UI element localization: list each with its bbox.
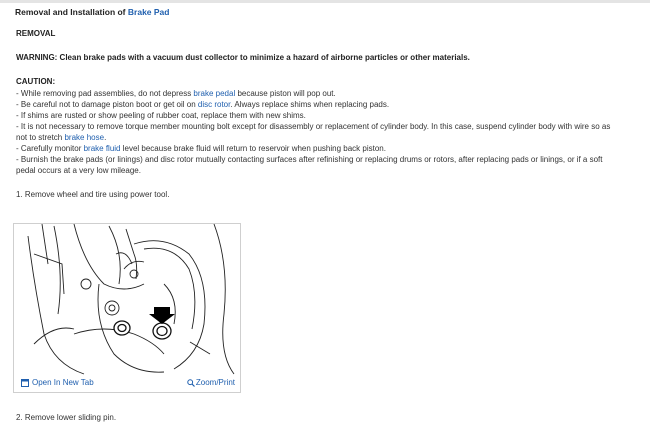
step-1-text: 1. Remove wheel and tire using power tool.: [16, 190, 170, 199]
top-bar: [0, 0, 650, 3]
page-title-prefix: Removal and Installation of: [15, 7, 128, 17]
caution-text: - While removing pad assemblies, do not depress: [16, 89, 194, 98]
arrow-indicator: [149, 307, 175, 324]
caution-line: [16, 122, 610, 132]
caution-text: because piston will pop out.: [235, 89, 336, 98]
page-title: [15, 7, 169, 17]
brake-caliper-figure: [13, 223, 241, 393]
caution-heading: CAUTION:: [16, 77, 56, 86]
step-2-text: 2. Remove lower sliding pin.: [16, 413, 117, 422]
magnifier-icon: [187, 379, 195, 387]
caution-line: [16, 144, 386, 154]
open-in-new-tab-button[interactable]: [21, 378, 94, 387]
caution-text: - If shims are rusted or show peeling of rubber coat, replace them with new shims.: [16, 111, 306, 120]
caution-text: level because brake fluid will return to reservoir when pushing back piston.: [120, 144, 386, 153]
brake-pad-link[interactable]: Brake Pad: [127, 7, 170, 17]
brake-hose-link[interactable]: brake hose: [64, 133, 105, 142]
caution-text: - Be careful not to damage piston boot or get oil on: [16, 100, 198, 109]
caution-text: - It is not necessary to remove torque member mounting bolt except for disassembly or replacement of cylinder body. In this case, suspend cylinder body with wire so as: [16, 122, 611, 131]
caution-line: [16, 166, 141, 176]
brake-pedal-link[interactable]: brake pedal: [193, 89, 236, 98]
caliper-illustration: [14, 224, 240, 376]
caution-line: [16, 100, 389, 110]
open-in-new-tab-label: Open In New Tab: [32, 378, 94, 387]
caution-text: pedal occurs at a very low mileage.: [16, 166, 141, 175]
caution-line: [16, 155, 603, 165]
caution-line: [16, 111, 306, 121]
zoom-print-button[interactable]: [187, 378, 235, 387]
figure-actions: [14, 376, 240, 390]
brake-fluid-link[interactable]: brake fluid: [83, 144, 121, 153]
caution-text: - Burnish the brake pads (or linings) and disc rotor mutually contacting surfaces after refinishing or replacing drums or rotors, after replacing pads or linings, or if a soft: [16, 155, 603, 164]
open-new-tab-icon: [21, 379, 29, 387]
caution-line: [16, 89, 336, 99]
section-heading: REMOVAL: [16, 29, 56, 38]
caution-line: [16, 133, 106, 143]
caution-text: . Always replace shims when replacing pads.: [230, 100, 390, 109]
caution-text: - Carefully monitor: [16, 144, 84, 153]
zoom-print-label: Zoom/Print: [195, 378, 235, 387]
warning-text: WARNING: Clean brake pads with a vacuum dust collector to minimize a hazard of airborne particles or other materials.: [16, 53, 470, 62]
disc-rotor-link[interactable]: disc rotor: [197, 100, 231, 109]
caution-text: not to stretch: [16, 133, 65, 142]
caution-text: .: [104, 133, 107, 142]
